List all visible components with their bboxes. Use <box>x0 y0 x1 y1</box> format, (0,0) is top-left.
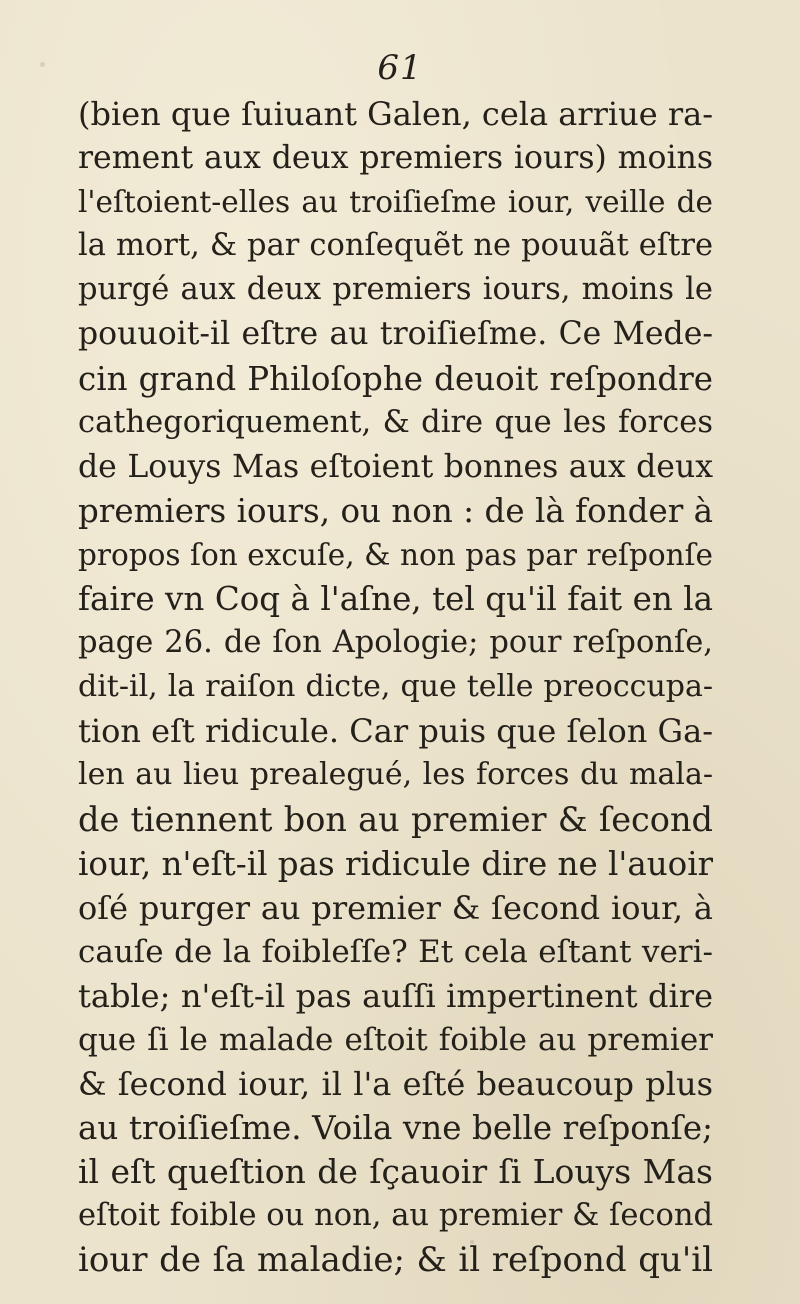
text-line: cauſe de la foibleſſe? Et cela eſtant veri- <box>78 933 713 970</box>
text-line: page 26. de ſon Apologie; pour reſponſe, <box>78 625 713 661</box>
page-number: 61 <box>377 48 423 88</box>
text-line: iour, n'eſt-il pas ridicule dire ne l'auoir <box>78 844 713 883</box>
text-line: & ſecond iour, il l'a eſté beaucoup plus <box>78 1065 713 1104</box>
text-line: cathegoriquement, & dire que les forces <box>78 404 713 440</box>
text-line: dit-il, la raiſon dicte, que telle preoccupa- <box>78 669 713 705</box>
text-line: de Louys Mas eſtoient bonnes aux deux <box>78 448 713 485</box>
text-line: purgé aux deux premiers iours, moins le <box>78 272 713 308</box>
text-line: table; n'eſt-il pas auſſi impertinent dire <box>78 976 713 1015</box>
text-line: (bien que ſuiuant Galen, cela arriue ra- <box>78 95 713 133</box>
text-line: rement aux deux premiers iours) moins <box>78 140 713 177</box>
text-line: il eſt queſtion de ſçauoir ſi Louys Mas <box>78 1152 713 1192</box>
text-line: iour de ſa maladie; & il reſpond qu'il <box>78 1240 713 1281</box>
text-line: propos ſon excuſe, & non pas par reſponſe <box>78 537 713 572</box>
text-line: faire vn Coq à l'aſne, tel qu'il fait en la <box>78 580 713 619</box>
text-line: l'eſtoient-elles au troiſieſme iour, veille de <box>78 185 713 220</box>
body-text <box>78 92 713 1283</box>
text-line: premiers iours, ou non : de là fonder à <box>78 491 713 530</box>
text-line: de tiennent bon au premier & ſecond <box>78 799 713 839</box>
text-line: la mort, & par conſequẽt ne pouuãt eſtre <box>78 228 713 264</box>
text-line: au troiſieſme. Voila vne belle reſponſe; <box>78 1109 713 1148</box>
text-line: eſtoit foible ou non, au premier & ſecond <box>78 1198 713 1234</box>
text-line: pouuoit-il eſtre au troiſieſme. Ce Mede- <box>78 316 713 353</box>
text-line: len au lieu prealegué, les forces du mala- <box>78 757 713 793</box>
text-line: que ſi le malade eſtoit foible au premier <box>78 1021 713 1058</box>
text-line: tion eſt ridicule. Car puis que ſelon Ga- <box>78 712 713 751</box>
text-line: cin grand Philoſophe deuoit reſpondre <box>78 359 713 398</box>
text-line: oſé purger au premier & ſecond iour, à <box>78 888 713 927</box>
